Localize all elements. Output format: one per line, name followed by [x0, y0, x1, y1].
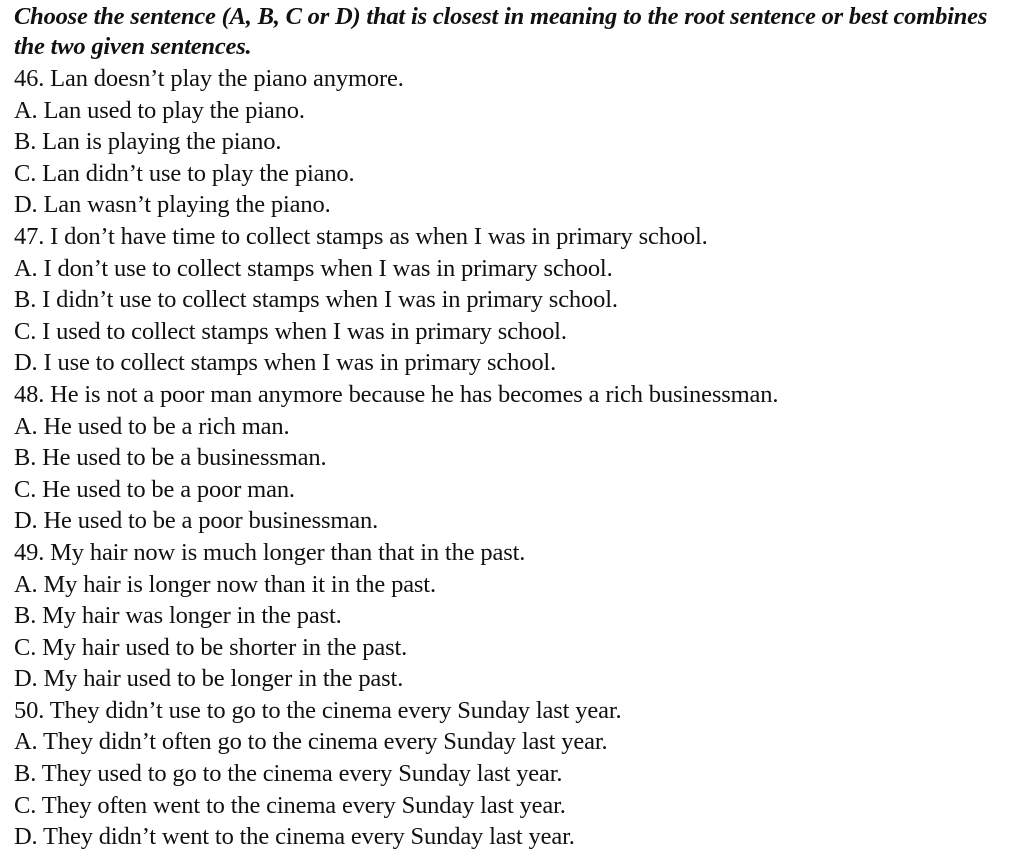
- option-a: A. Lan used to play the piano.: [14, 96, 305, 124]
- option-d: D. I use to collect stamps when I was in primary school.: [14, 349, 557, 377]
- option-b: B. Lan is playing the piano.: [14, 128, 282, 156]
- option-c: C. He used to be a poor man.: [14, 475, 295, 503]
- question-49: [14, 537, 1020, 695]
- question-50: [14, 695, 1020, 853]
- option-a: A. He used to be a rich man.: [14, 412, 290, 440]
- question-stem: 48. He is not a poor man anymore because he has becomes a rich businessman.: [14, 380, 779, 408]
- question-48: [14, 379, 1020, 537]
- worksheet: [14, 2, 1020, 853]
- question-stem: 47. I don’t have time to collect stamps as when I was in primary school.: [14, 222, 708, 250]
- option-c: C. Lan didn’t use to play the piano.: [14, 159, 355, 187]
- option-a: A. I don’t use to collect stamps when I was in primary school.: [14, 254, 613, 282]
- option-b: B. He used to be a businessman.: [14, 444, 327, 472]
- instructions: Choose the sentence (A, B, C or D) that is closest in meaning to the root sentence or best combines the two given sentences.: [14, 3, 988, 60]
- question-stem: 49. My hair now is much longer than that in the past.: [14, 538, 526, 566]
- option-b: B. My hair was longer in the past.: [14, 602, 342, 630]
- option-d: D. My hair used to be longer in the past.: [14, 665, 404, 693]
- option-d: D. He used to be a poor businessman.: [14, 507, 379, 535]
- option-c: C. My hair used to be shorter in the past.: [14, 633, 408, 661]
- option-c: C. I used to collect stamps when I was in primary school.: [14, 317, 567, 345]
- question-46: [14, 63, 1020, 221]
- option-b: B. They used to go to the cinema every Sunday last year.: [14, 760, 563, 788]
- question-47: [14, 221, 1020, 379]
- option-d: D. Lan wasn’t playing the piano.: [14, 191, 331, 219]
- question-stem: 50. They didn’t use to go to the cinema every Sunday last year.: [14, 696, 622, 724]
- question-stem: 46. Lan doesn’t play the piano anymore.: [14, 65, 404, 92]
- option-c: C. They often went to the cinema every Sunday last year.: [14, 791, 566, 819]
- option-a: A. My hair is longer now than it in the past.: [14, 570, 436, 598]
- option-b: B. I didn’t use to collect stamps when I was in primary school.: [14, 286, 618, 314]
- option-d: D. They didn’t went to the cinema every Sunday last year.: [14, 823, 575, 851]
- option-a: A. They didn’t often go to the cinema every Sunday last year.: [14, 728, 608, 756]
